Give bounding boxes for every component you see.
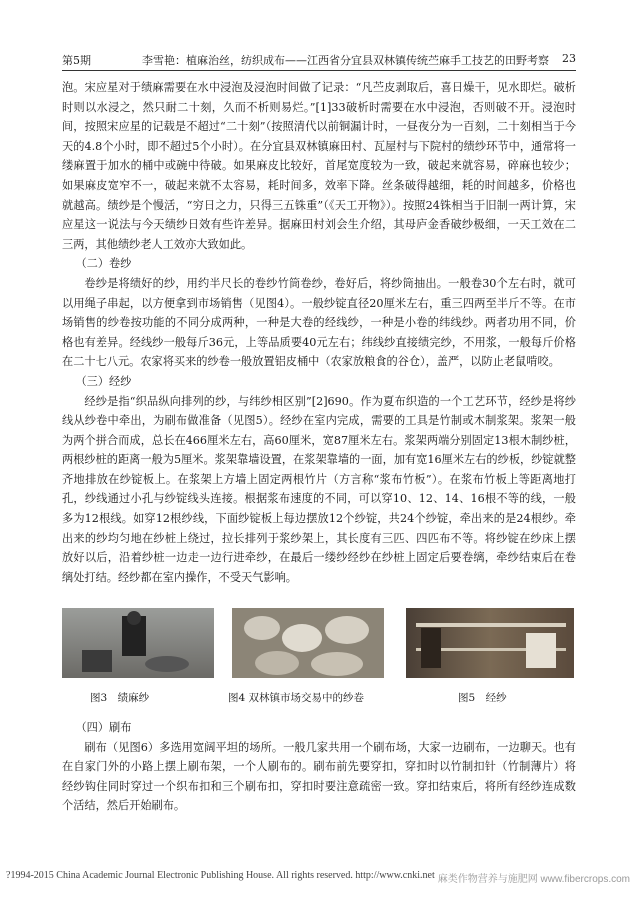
figure-photo-spinning	[62, 608, 214, 678]
running-header	[62, 52, 576, 70]
paragraph: 经纱是指“织品纵向排列的纱，与纬纱相区别”[2]690。作为夏布织造的一个工艺环节，经纱是将纱线从纱卷中牵出，为刷布做准备（见图5）。经纱在室内完成，需要的工具是竹制或木制浆架。浆架一般为两个拼合而成，总长在466厘米左右，高60厘米，宽87厘米左右。浆架两端分别固定13根木制纱桩，两根纱桩的距离一般为5厘米。浆架靠墙设置，在浆架靠墙的一面，加有宽16厘米左右的纱板，纱锭就整齐地排放在纱锭板上。在浆架上方墙上固定两根竹片（方言称“浆布竹板”）。在浆布竹板上等距离地打孔，纱线通过小孔与纱锭线头连接。根据浆布速度的不同，可以穿10、12、14、16根不等的线，一般多为12根线。如穿12根纱线，下面纱锭板上每边摆放12个纱锭，共24个纱锭，牵出来的是24根纱。牵出来的纱均匀地在纱桩上绕过，拉长排列于浆纱架上，其长度有三匹、四匹布不等。将纱锭在纱床上摆放好以后，沿着纱桩一边走一边行进牵纱，在最后一缕纱经纱在纱桩上固定后要卷缡，牵纱结束后在卷缡处打结。经纱都在室内操作，不受天气影响。	[62, 394, 576, 584]
section-heading: （三）经纱	[75, 374, 132, 388]
figure-caption: 图4 双林镇市场交易中的纱卷	[228, 692, 365, 704]
main-text-bottom	[62, 718, 576, 816]
paragraph: 卷纱是将绩好的纱，用约半尺长的卷纱竹筒卷纱，卷好后，将纱筒抽出。一般卷30个左右时，就可以用绳子串起，以方便拿到市场销售（见图4）。一般纱锭直径20厘米左右，重三四两至半斤不等。在市场销售的纱卷按功能的不同分成两种，一种是大卷的经线纱，一种是小卷的纬线纱。两者功用不同，价格也有差异。经线纱一般每斤36元，上等品质要40元左右；纬线纱直接绩完纱，不用浆，一般每斤价格在二十七八元。农家将买来的纱卷一般放置铝皮桶中（农家放粮食的谷仓），盖严，以防止老鼠啃咬。	[62, 276, 576, 369]
watermark-text: 麻类作物营养与施肥网 www.fibercrops.com	[437, 874, 630, 885]
header-rule	[62, 70, 576, 71]
issue-number: 第5期	[62, 54, 91, 67]
figure-caption: 图5 经纱	[458, 692, 507, 704]
figure-row	[62, 608, 576, 678]
paragraph: 泡。宋应星对于绩麻需要在水中浸泡及浸泡时间做了记录：“凡苎皮剥取后，喜日燥干，见水即烂。破析时则以水浸之，然只耐二十刻，久而不析则易烂。”[1]33破析时需要在水中浸泡，否则破不开。浸泡时间，按照宋应星的记载是不超过“二十刻”（按照清代以前铜漏计时，一昼夜分为一百刻，二十刻相当于今天的4.8个小时，即不超过5个小时）。在分宜县双林镇麻田村、瓦屋村与下院村的绩纱环节中，通常将一缕麻置于加水的桶中或碗中待破。如果麻皮比较好，首尾宽度较为一致，破起来就容易，碎麻也较少；如果麻皮宽窄不一，破起来就不太容易，耗时间多，效率下降。丝条破得越细，耗的时间越多，价格也就越高。绩纱是个慢活，“穷日之力，只得三五铢重”（《天工开物》）。按照24铢相当于旧制一两计算，宋应星这一说法与今天绩纱日效有些许差异。据麻田村刘会生介绍，其母庐金香破纱极细，一天工效在二三两，其他绩纱老人工效亦大致如此。	[62, 81, 576, 251]
figure-caption: 图3 绩麻纱	[90, 692, 150, 704]
figure-photo-warping	[406, 608, 574, 678]
running-title: 李雪艳：植麻治丝，纺织成布——江西省分宜县双林镇传统苎麻手工技艺的田野考察	[142, 54, 549, 67]
photo-illustration	[62, 608, 214, 678]
figure-photo-yarn-rolls	[232, 608, 384, 678]
photo-illustration	[406, 608, 574, 678]
paragraph: 刷布（见图6）多选用宽阔平坦的场所。一般几家共用一个刷布场，大家一边刷布，一边聊天。也有在自家门外的小路上摆上刷布架，一个人刷布的。刷布前先要穿扣，穿扣时以竹制扣针（竹制薄片）将经纱钩住同时穿过一个织布扣和三个刷布扣，穿扣时要注意疏密一致。穿扣结束后，将所有经纱连成数个活结，然后开始刷布。	[62, 740, 576, 813]
page-number: 23	[562, 52, 576, 65]
main-text-top	[62, 78, 576, 587]
copyright-line: ?1994-2015 China Academic Journal Electronic Publishing House. All rights reserved. http://www.cnki.net	[6, 870, 435, 881]
photo-illustration	[232, 608, 384, 678]
section-heading: （四）刷布	[75, 721, 132, 734]
section-heading: （二）卷纱	[75, 257, 132, 271]
